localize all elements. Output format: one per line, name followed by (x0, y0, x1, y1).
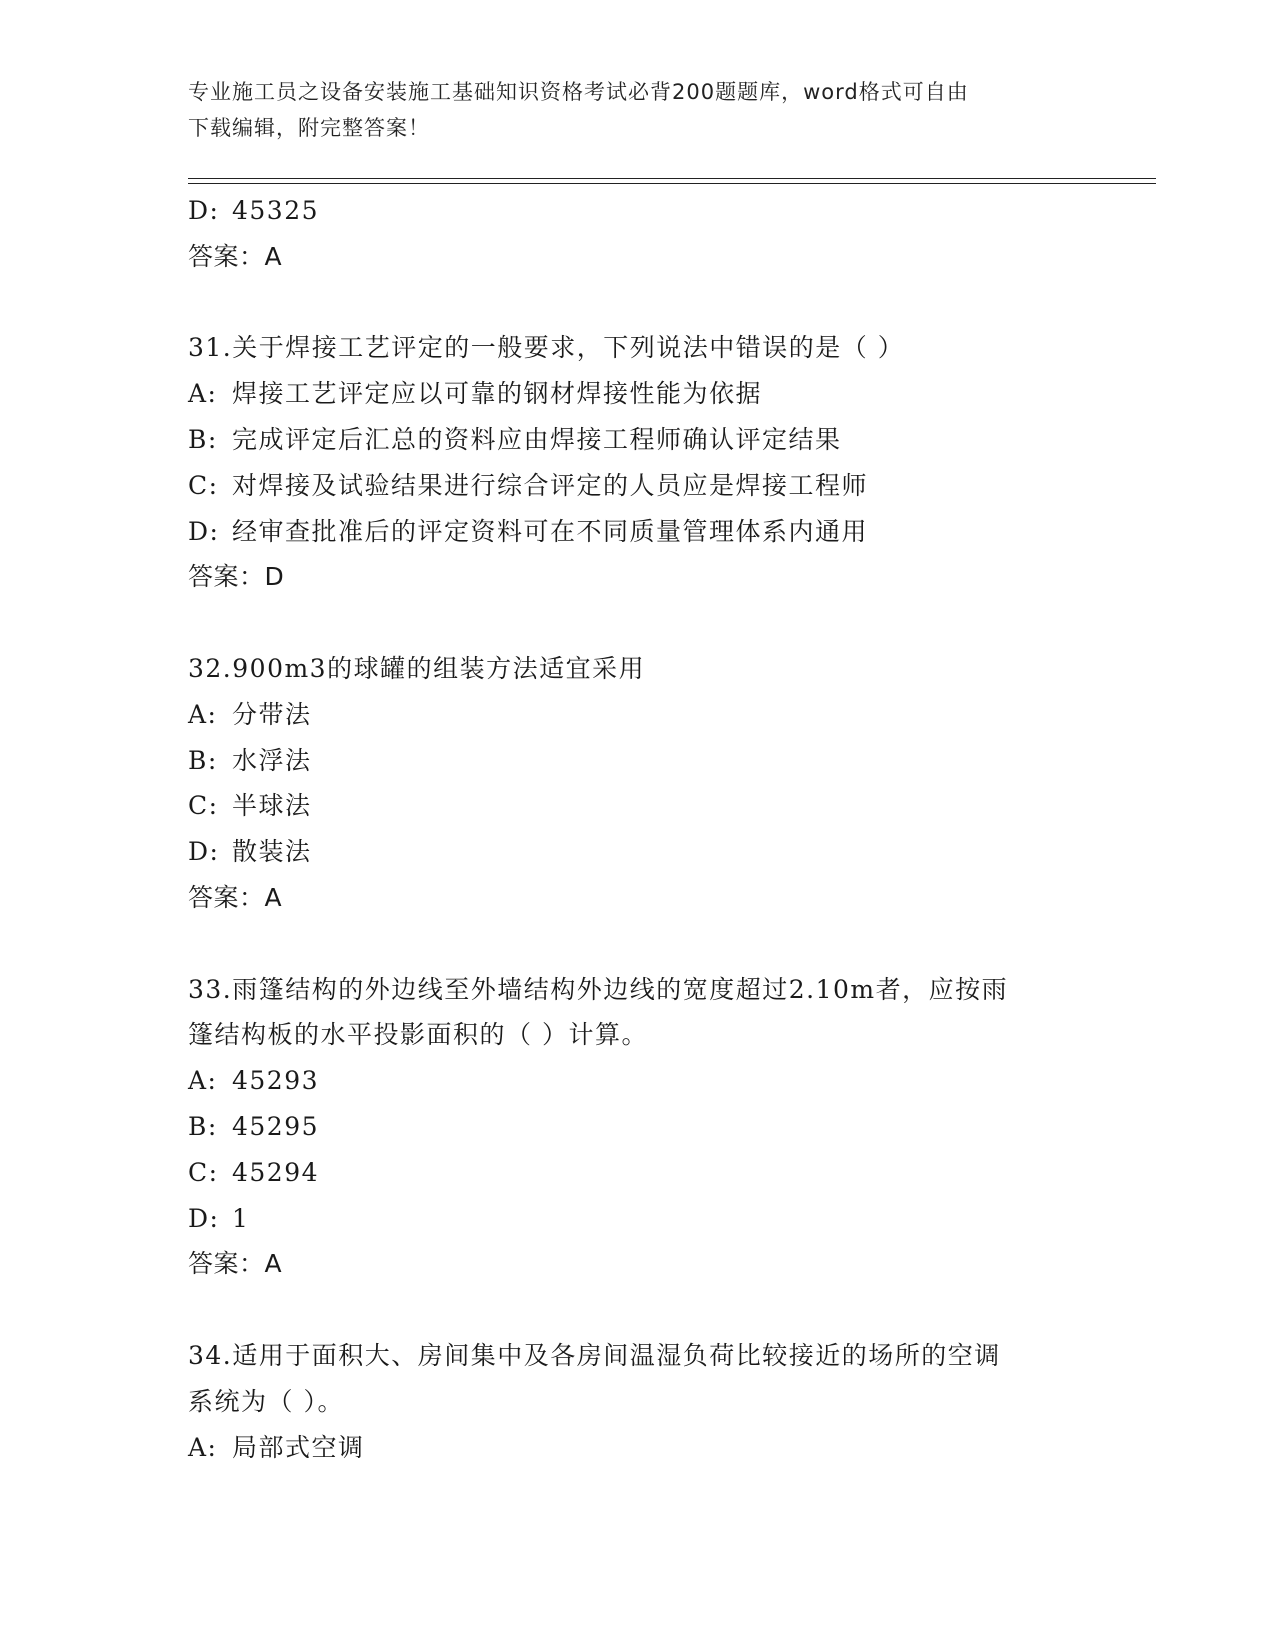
answer-line: 答案：A (188, 1249, 283, 1279)
spacer (188, 600, 1088, 646)
question-stem: 34.适用于面积大、房间集中及各房间温湿负荷比较接近的场所的空调 (188, 1340, 1001, 1370)
option-row (188, 417, 1088, 463)
answer-line: 答案：A (188, 882, 283, 912)
option-text: 45293 (232, 1066, 320, 1096)
option-row (188, 509, 1088, 555)
option-key: C: (188, 791, 219, 821)
option-row (188, 1196, 1088, 1242)
option-key: A: (188, 1432, 218, 1462)
option-text: 完成评定后汇总的资料应由焊接工程师确认评定结果 (232, 424, 842, 454)
option-row (188, 371, 1088, 417)
option-row (188, 829, 1088, 875)
question-stem: 32.900m3的球罐的组装方法适宜采用 (188, 653, 646, 683)
option-key: A: (188, 379, 218, 409)
header-line-1: 专业施工员之设备安装施工基础知识资格考试必背200题题库，word格式可自由 (188, 80, 969, 104)
option-key: D: (188, 196, 220, 225)
option-row (188, 1058, 1088, 1104)
option-row (188, 738, 1088, 784)
question-list (188, 188, 1088, 1470)
spacer (188, 1287, 1088, 1333)
option-text: 45294 (232, 1157, 320, 1187)
header-line-2: 下载编辑，附完整答案！ (188, 116, 430, 140)
option-text: 局部式空调 (232, 1432, 365, 1462)
option-row (188, 1150, 1088, 1196)
option-text: 水浮法 (232, 745, 312, 775)
option-key: A: (188, 1066, 218, 1096)
option-key: C: (188, 470, 219, 500)
spacer (188, 280, 1088, 326)
option-key: C: (188, 1157, 219, 1187)
question-stem: 33.雨篷结构的外边线至外墙结构外边线的宽度超过2.10m者，应按雨 (188, 974, 1009, 1004)
question-stem: 31.关于焊接工艺评定的一般要求，下列说法中错误的是（ ） (188, 333, 905, 363)
answer-line: 答案：D (188, 562, 285, 592)
option-row (188, 783, 1088, 829)
document-header (188, 74, 1068, 146)
option-text: 散装法 (232, 837, 312, 867)
option-row (188, 1425, 1088, 1471)
answer-line: 答案：A (188, 241, 283, 271)
question-stem-continued: 系统为（ ）。 (188, 1386, 344, 1416)
option-key: D: (188, 837, 220, 867)
option-text: 焊接工艺评定应以可靠的钢材焊接性能为依据 (232, 379, 763, 409)
option-row (188, 692, 1088, 738)
option-row (188, 1104, 1088, 1150)
option-text: 45295 (232, 1111, 320, 1141)
option-text: 经审查批准后的评定资料可在不同质量管理体系内通用 (232, 516, 869, 546)
option-key: A: (188, 699, 218, 729)
header-divider-bottom (188, 183, 1156, 184)
option-row (188, 463, 1088, 509)
option-text: 1 (232, 1203, 250, 1233)
option-text: 半球法 (232, 791, 312, 821)
option-text: 分带法 (232, 699, 312, 729)
option-key: B: (188, 745, 218, 775)
option-text: 45325 (232, 196, 320, 225)
question-stem-continued: 篷结构板的水平投影面积的（ ）计算。 (188, 1020, 648, 1050)
option-key: D: (188, 516, 220, 546)
option-text: 对焊接及试验结果进行综合评定的人员应是焊接工程师 (232, 470, 869, 500)
option-key: B: (188, 424, 218, 454)
header-divider-top (188, 178, 1156, 179)
option-key: B: (188, 1111, 218, 1141)
option-row (188, 188, 1088, 234)
option-key: D: (188, 1203, 220, 1233)
spacer (188, 921, 1088, 967)
